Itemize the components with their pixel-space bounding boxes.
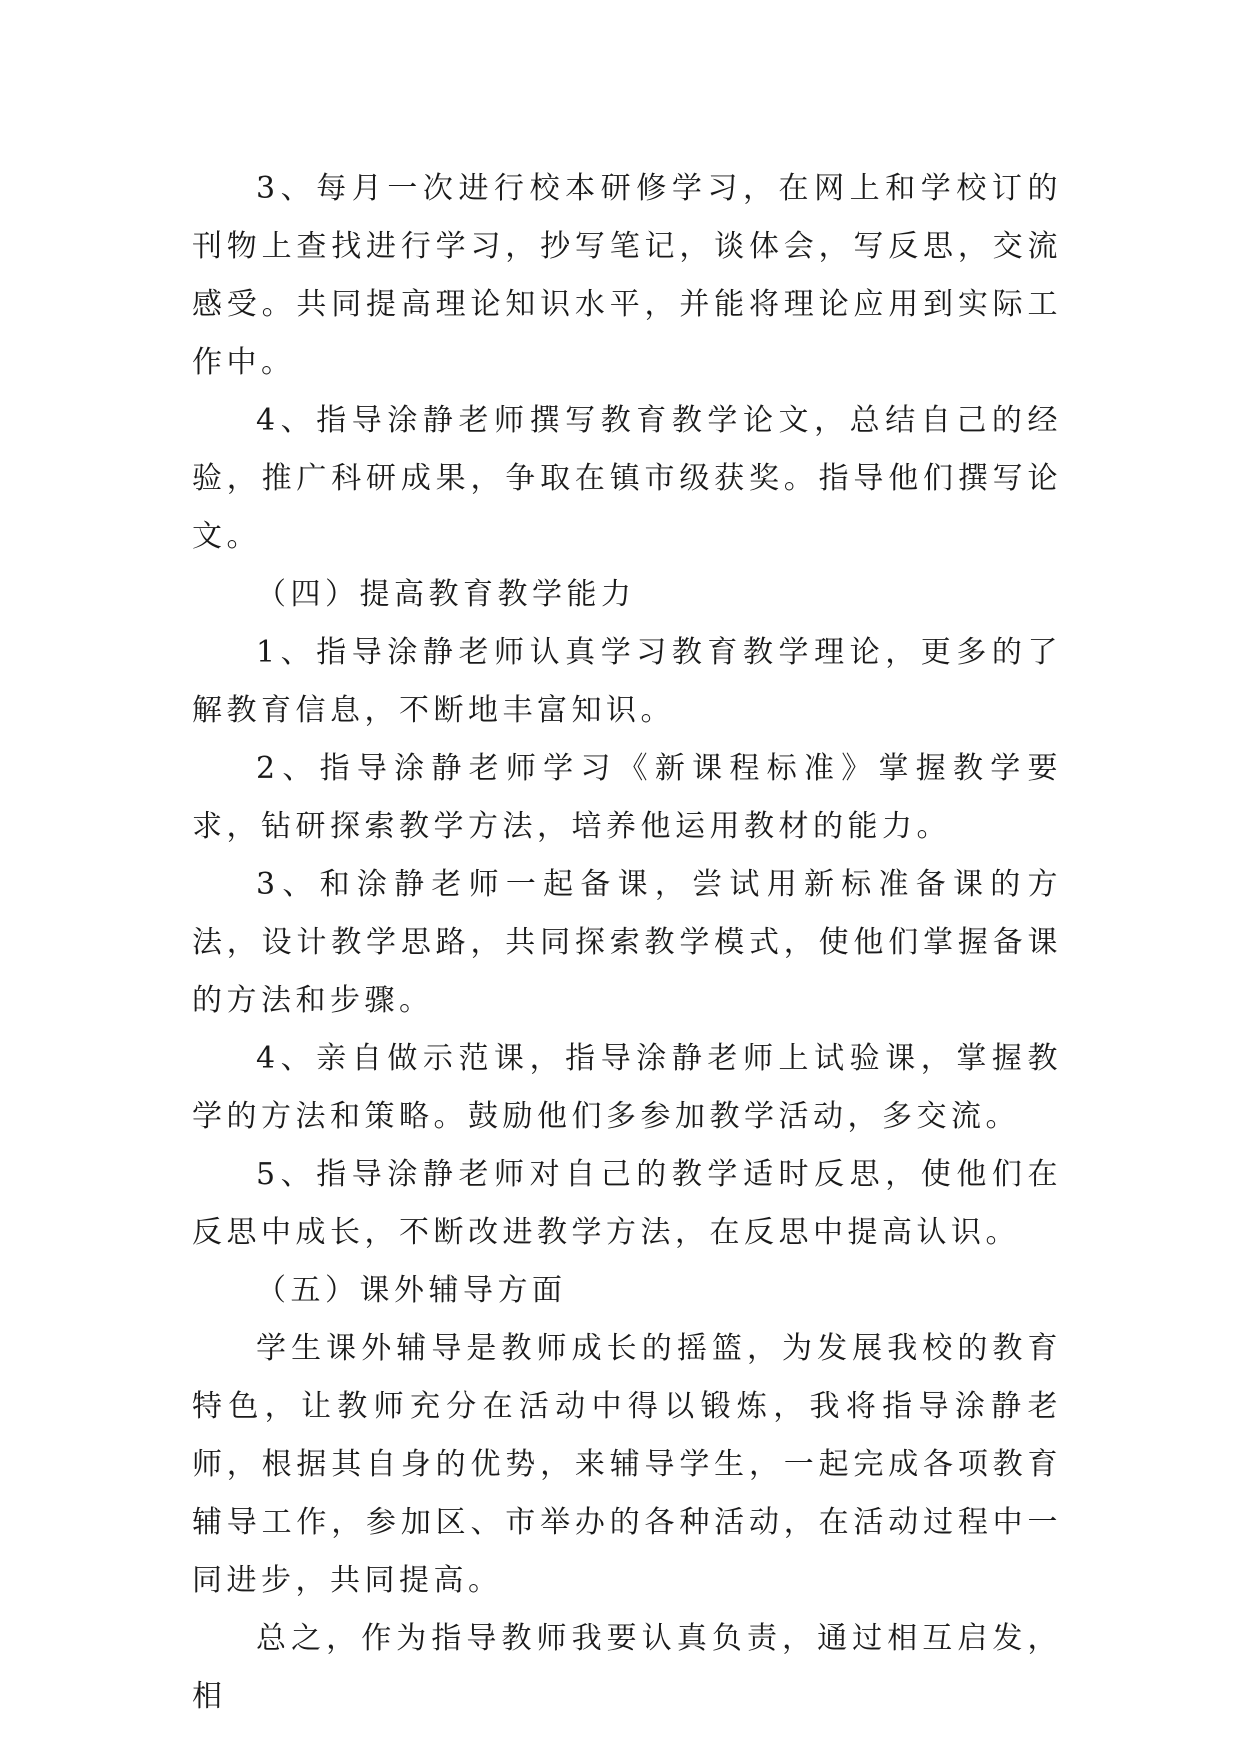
section-heading-teaching-ability: （四）提高教育教学能力 bbox=[256, 577, 636, 612]
paragraph-conclusion: 总之，作为指导教师我要认真负责，通过相互启发，相 bbox=[192, 1621, 1062, 1714]
paragraph-extracurricular-guidance: 学生课外辅导是教师成长的摇篮，为发展我校的教育特色，让教师充分在活动中得以锻炼，我将指导涂静老师，根据其自身的优势，来辅导学生，一起完成各项教育辅导工作，参加区、市举办的各种活动，在活动过程中一同进步，共同提高。 bbox=[192, 1331, 1062, 1598]
document-body bbox=[192, 160, 1062, 1726]
paragraph-curriculum-standard: 2、指导涂静老师学习《新课程标准》掌握教学要求，钻研探索教学方法，培养他运用教材的能力。 bbox=[192, 751, 1062, 844]
paragraph-research-study: 3、每月一次进行校本研修学习，在网上和学校订的刊物上查找进行学习，抄写笔记，谈体会，写反思，交流感受。共同提高理论知识水平，并能将理论应用到实际工作中。 bbox=[192, 171, 1062, 380]
section-heading-extracurricular: （五）课外辅导方面 bbox=[256, 1273, 567, 1308]
paragraph-lesson-prep: 3、和涂静老师一起备课，尝试用新标准备课的方法，设计教学思路，共同探索教学模式，使他们掌握备课的方法和步骤。 bbox=[192, 867, 1062, 1018]
paragraph-theory-study: 1、指导涂静老师认真学习教育教学理论，更多的了解教育信息，不断地丰富知识。 bbox=[192, 635, 1062, 728]
paragraph-demo-class: 4、亲自做示范课，指导涂静老师上试验课，掌握教学的方法和策略。鼓励他们多参加教学活动，多交流。 bbox=[192, 1041, 1062, 1134]
paragraph-reflection: 5、指导涂静老师对自己的教学适时反思，使他们在反思中成长，不断改进教学方法，在反思中提高认识。 bbox=[192, 1157, 1062, 1250]
paragraph-paper-writing: 4、指导涂静老师撰写教育教学论文，总结自己的经验，推广科研成果，争取在镇市级获奖。指导他们撰写论文。 bbox=[192, 403, 1062, 554]
